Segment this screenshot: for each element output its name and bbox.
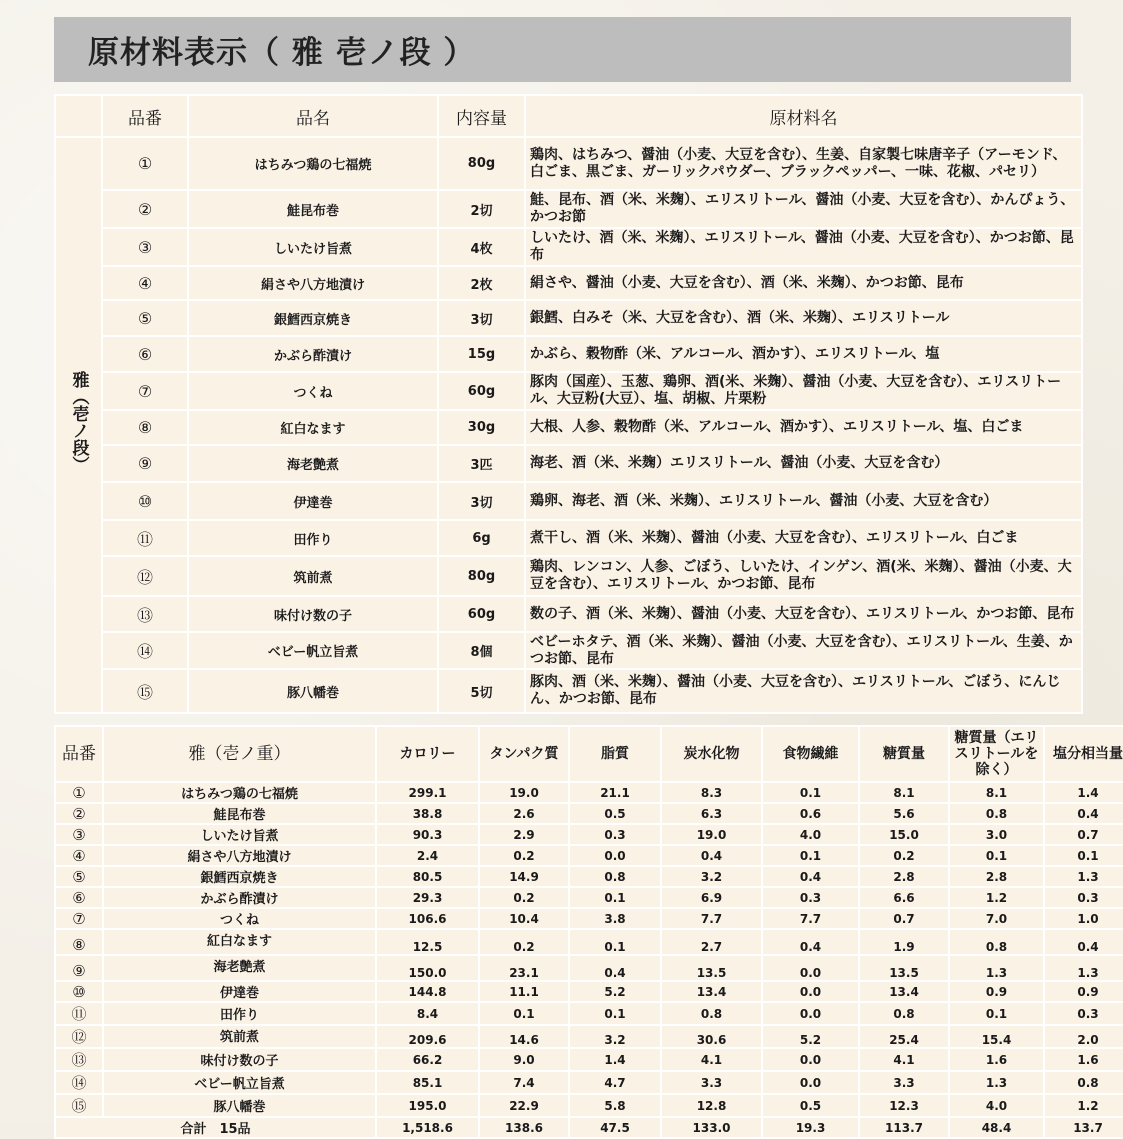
- nutrition-value: 7.4: [479, 1071, 569, 1094]
- nutrition-value: 0.0: [762, 955, 859, 981]
- nutrition-value: 0.0: [569, 845, 661, 866]
- nutrition-item-number: ③: [55, 824, 103, 845]
- nutrition-value: 0.4: [661, 845, 762, 866]
- nutrition-value: 6.3: [661, 803, 762, 824]
- item-quantity: 60g: [438, 372, 525, 410]
- nutrition-row: [55, 803, 1123, 824]
- nutrition-value: 0.1: [1044, 845, 1123, 866]
- nutrition-item-name: 銀鱈西京焼き: [103, 866, 376, 887]
- item-materials: 数の子、酒（米、米麹）、醤油（小麦、大豆を含む）、エリスリトール、かつお節、昆布: [525, 596, 1082, 632]
- nutrition-value: 1.3: [1044, 955, 1123, 981]
- nutrition-value: 0.7: [1044, 824, 1123, 845]
- nutrition-value: 1.6: [1044, 1048, 1123, 1071]
- item-quantity: 3切: [438, 482, 525, 520]
- header-sugar: 糖質量: [859, 726, 949, 782]
- nutrition-item-number: ⑬: [55, 1048, 103, 1071]
- nutrition-value: 0.3: [1044, 1002, 1123, 1025]
- ingredient-row: [55, 336, 1082, 372]
- item-number: ⑪: [102, 520, 188, 556]
- nutrition-value: 9.0: [479, 1048, 569, 1071]
- nutrition-value: 11.1: [479, 981, 569, 1002]
- nutrition-item-number: ④: [55, 845, 103, 866]
- nutrition-value: 3.3: [859, 1071, 949, 1094]
- item-quantity: 15g: [438, 336, 525, 372]
- item-name: 豚八幡巻: [188, 669, 438, 713]
- nutrition-item-name: つくね: [103, 908, 376, 929]
- nutrition-value: 0.3: [569, 824, 661, 845]
- nutrition-item-name: 絹さや八方地漬け: [103, 845, 376, 866]
- header-fat: 脂質: [569, 726, 661, 782]
- ingredient-row: [55, 266, 1082, 300]
- nutrition-row: [55, 981, 1123, 1002]
- nutrition-value: 5.2: [762, 1025, 859, 1048]
- nutrition-item-number: ⑤: [55, 866, 103, 887]
- nutrition-value: 0.1: [569, 1002, 661, 1025]
- nutrition-value: 0.0: [762, 1071, 859, 1094]
- item-materials: 絹さや、醤油（小麦、大豆を含む）、酒（米、米麹）、かつお節、昆布: [525, 266, 1082, 300]
- total-value: 113.7: [859, 1117, 949, 1138]
- nutrition-value: 144.8: [376, 981, 479, 1002]
- item-materials: しいたけ、酒（米、米麹）、エリスリトール、醤油（小麦、大豆を含む）、かつお節、昆布: [525, 228, 1082, 266]
- item-quantity: 4枚: [438, 228, 525, 266]
- nutrition-value: 1.3: [1044, 866, 1123, 887]
- item-materials: かぶら、穀物酢（米、アルコール、酒かす）、エリスリトール、塩: [525, 336, 1082, 372]
- nutrition-value: 0.4: [1044, 929, 1123, 955]
- nutrition-value: 15.4: [949, 1025, 1044, 1048]
- nutrition-value: 13.4: [661, 981, 762, 1002]
- item-quantity: 8個: [438, 632, 525, 669]
- nutrition-item-name: 筑前煮: [103, 1025, 376, 1048]
- item-materials: 銀鱈、白みそ（米、大豆を含む）、酒（米、米麹）、エリスリトール: [525, 300, 1082, 336]
- ingredient-row: [55, 137, 1082, 190]
- nutrition-value: 14.6: [479, 1025, 569, 1048]
- item-number: ①: [102, 137, 188, 190]
- item-name: しいたけ旨煮: [188, 228, 438, 266]
- nutrition-value: 0.2: [479, 845, 569, 866]
- ingredients-header-qty: 内容量: [438, 95, 525, 137]
- item-materials: 豚肉、酒（米、米麹）、醤油（小麦、大豆を含む）、エリスリトール、ごぼう、にんじん、かつお節、昆布: [525, 669, 1082, 713]
- ingredient-row: [55, 445, 1082, 482]
- nutrition-value: 4.7: [569, 1071, 661, 1094]
- nutrition-value: 195.0: [376, 1094, 479, 1117]
- nutrition-value: 5.8: [569, 1094, 661, 1117]
- item-number: ⑫: [102, 556, 188, 596]
- nutrition-value: 0.0: [762, 1048, 859, 1071]
- nutrition-row: [55, 1025, 1123, 1048]
- nutrition-value: 12.8: [661, 1094, 762, 1117]
- ingredient-row: [55, 669, 1082, 713]
- nutrition-value: 90.3: [376, 824, 479, 845]
- nutrition-value: 30.6: [661, 1025, 762, 1048]
- nutrition-value: 7.7: [661, 908, 762, 929]
- nutrition-item-number: ⑫: [55, 1025, 103, 1048]
- nutrition-value: 15.0: [859, 824, 949, 845]
- total-value: 133.0: [661, 1117, 762, 1138]
- ingredient-row: [55, 520, 1082, 556]
- nutrition-value: 0.0: [762, 981, 859, 1002]
- header-fiber: 食物繊維: [762, 726, 859, 782]
- ingredient-row: [55, 410, 1082, 445]
- nutrition-value: 12.5: [376, 929, 479, 955]
- nutrition-item-number: ⑥: [55, 887, 103, 908]
- nutrition-value: 5.2: [569, 981, 661, 1002]
- item-name: 筑前煮: [188, 556, 438, 596]
- nutrition-value: 0.1: [949, 1002, 1044, 1025]
- nutrition-item-name: ベビー帆立旨煮: [103, 1071, 376, 1094]
- nutrition-value: 0.9: [949, 981, 1044, 1002]
- header-protein: タンパク質: [479, 726, 569, 782]
- nutrition-value: 1.6: [949, 1048, 1044, 1071]
- item-materials: 大根、人参、穀物酢（米、アルコール、酒かす）、エリスリトール、塩、白ごま: [525, 410, 1082, 445]
- item-name: つくね: [188, 372, 438, 410]
- nutrition-row: [55, 908, 1123, 929]
- nutrition-value: 2.8: [949, 866, 1044, 887]
- ingredients-header-spacer: [55, 95, 102, 137]
- nutrition-row: [55, 824, 1123, 845]
- nutrition-value: 0.1: [569, 929, 661, 955]
- nutrition-value: 0.4: [762, 866, 859, 887]
- nutrition-value: 13.5: [661, 955, 762, 981]
- nutrition-item-name: はちみつ鶏の七福焼: [103, 782, 376, 803]
- nutrition-value: 1.4: [1044, 782, 1123, 803]
- item-name: ベビー帆立旨煮: [188, 632, 438, 669]
- nutrition-value: 0.0: [762, 1002, 859, 1025]
- nutrition-value: 7.0: [949, 908, 1044, 929]
- category-label: [55, 137, 102, 713]
- nutrition-item-name: 田作り: [103, 1002, 376, 1025]
- nutrition-value: 4.1: [661, 1048, 762, 1071]
- nutrition-value: 0.8: [661, 1002, 762, 1025]
- nutrition-value: 23.1: [479, 955, 569, 981]
- nutrition-value: 14.9: [479, 866, 569, 887]
- nutrition-row: [55, 887, 1123, 908]
- nutrition-value: 299.1: [376, 782, 479, 803]
- item-name: 絹さや八方地漬け: [188, 266, 438, 300]
- total-label: 合計 15品: [55, 1117, 376, 1138]
- nutrition-value: 3.0: [949, 824, 1044, 845]
- item-quantity: 60g: [438, 596, 525, 632]
- item-number: ⑨: [102, 445, 188, 482]
- nutrition-value: 25.4: [859, 1025, 949, 1048]
- nutrition-item-number: ②: [55, 803, 103, 824]
- item-name: 鮭昆布巻: [188, 190, 438, 228]
- nutrition-value: 2.4: [376, 845, 479, 866]
- nutrition-value: 5.6: [859, 803, 949, 824]
- item-name: 海老艶煮: [188, 445, 438, 482]
- nutrition-value: 106.6: [376, 908, 479, 929]
- item-materials: 鮭、昆布、酒（米、米麹）、エリスリトール、醤油（小麦、大豆を含む）、かんぴょう、かつお節: [525, 190, 1082, 228]
- ingredient-row: [55, 190, 1082, 228]
- nutrition-value: 0.4: [762, 929, 859, 955]
- nutrition-item-name: かぶら酢漬け: [103, 887, 376, 908]
- nutrition-value: 0.2: [479, 887, 569, 908]
- nutrition-value: 8.4: [376, 1002, 479, 1025]
- nutrition-item-name: 鮭昆布巻: [103, 803, 376, 824]
- nutrition-item-name: 味付け数の子: [103, 1048, 376, 1071]
- total-value: 13.7: [1044, 1117, 1123, 1138]
- nutrition-total-row: [55, 1117, 1123, 1138]
- total-value: 47.5: [569, 1117, 661, 1138]
- nutrition-value: 1.3: [949, 955, 1044, 981]
- nutrition-value: 0.9: [1044, 981, 1123, 1002]
- item-quantity: 30g: [438, 410, 525, 445]
- nutrition-value: 8.1: [859, 782, 949, 803]
- nutrition-item-name: 豚八幡巻: [103, 1094, 376, 1117]
- nutrition-item-number: ⑦: [55, 908, 103, 929]
- item-number: ⑩: [102, 482, 188, 520]
- nutrition-item-number: ⑩: [55, 981, 103, 1002]
- nutrition-value: 0.5: [762, 1094, 859, 1117]
- nutrition-value: 1.0: [1044, 908, 1123, 929]
- ingredient-row: [55, 632, 1082, 669]
- nutrition-item-name: 紅白なます: [103, 929, 376, 955]
- item-materials: 煮干し、酒（米、米麹）、醤油（小麦、大豆を含む）、エリスリトール、白ごま: [525, 520, 1082, 556]
- item-materials: 鶏肉、レンコン、人参、ごぼう、しいたけ、インゲン、酒(米、米麹）、醤油（小麦、大豆を含む）、エリスリトール、かつお節、昆布: [525, 556, 1082, 596]
- nutrition-value: 8.1: [949, 782, 1044, 803]
- nutrition-item-number: ①: [55, 782, 103, 803]
- nutrition-item-number: ⑧: [55, 929, 103, 955]
- nutrition-value: 0.6: [762, 803, 859, 824]
- nutrition-value: 19.0: [661, 824, 762, 845]
- nutrition-row: [55, 1048, 1123, 1071]
- nutrition-value: 19.0: [479, 782, 569, 803]
- nutrition-value: 13.5: [859, 955, 949, 981]
- nutrition-value: 21.1: [569, 782, 661, 803]
- nutrition-value: 85.1: [376, 1071, 479, 1094]
- nutrition-value: 4.1: [859, 1048, 949, 1071]
- item-materials: 鶏肉、はちみつ、醤油（小麦、大豆を含む）、生姜、自家製七味唐辛子（アーモンド、白ごま、黒ごま、ガーリックパウダー、ブラックペッパー、一味、花椒、パセリ）: [525, 137, 1082, 190]
- nutrition-value: 1.9: [859, 929, 949, 955]
- nutrition-value: 0.2: [479, 929, 569, 955]
- nutrition-value: 2.6: [479, 803, 569, 824]
- nutrition-value: 3.2: [661, 866, 762, 887]
- nutrition-item-name: 伊達巻: [103, 981, 376, 1002]
- nutrition-value: 3.8: [569, 908, 661, 929]
- ingredient-row: [55, 556, 1082, 596]
- nutrition-item-number: ⑭: [55, 1071, 103, 1094]
- item-quantity: 6g: [438, 520, 525, 556]
- nutrition-value: 150.0: [376, 955, 479, 981]
- nutrition-item-name: 海老艶煮: [103, 955, 376, 981]
- ingredients-header-no: 品番: [102, 95, 188, 137]
- ingredient-row: [55, 482, 1082, 520]
- item-name: 味付け数の子: [188, 596, 438, 632]
- nutrition-value: 1.2: [1044, 1094, 1123, 1117]
- item-quantity: 2枚: [438, 266, 525, 300]
- nutrition-value: 2.8: [859, 866, 949, 887]
- nutrition-value: 0.7: [859, 908, 949, 929]
- nutrition-row: [55, 955, 1123, 981]
- header-carbs: 炭水化物: [661, 726, 762, 782]
- nutrition-table: [54, 725, 1123, 1139]
- nutrition-value: 0.4: [569, 955, 661, 981]
- nutrition-value: 80.5: [376, 866, 479, 887]
- item-name: 紅白なます: [188, 410, 438, 445]
- nutrition-row: [55, 866, 1123, 887]
- item-number: ⑭: [102, 632, 188, 669]
- nutrition-item-number: ⑪: [55, 1002, 103, 1025]
- header-dish: 雅（壱ノ重）: [103, 726, 376, 782]
- nutrition-value: 4.0: [949, 1094, 1044, 1117]
- item-materials: 海老、酒（米、米麹）エリスリトール、醤油（小麦、大豆を含む）: [525, 445, 1082, 482]
- nutrition-item-name: しいたけ旨煮: [103, 824, 376, 845]
- nutrition-row: [55, 782, 1123, 803]
- nutrition-row: [55, 929, 1123, 955]
- item-number: ⑬: [102, 596, 188, 632]
- item-name: 銀鱈西京焼き: [188, 300, 438, 336]
- item-quantity: 80g: [438, 137, 525, 190]
- ingredients-table: [54, 94, 1083, 714]
- item-name: はちみつ鶏の七福焼: [188, 137, 438, 190]
- nutrition-value: 12.3: [859, 1094, 949, 1117]
- header-sugar-excl-erythritol: 糖質量（エリスリトールを除く）: [949, 726, 1044, 782]
- nutrition-value: 0.1: [762, 845, 859, 866]
- header-calories: カロリー: [376, 726, 479, 782]
- page-title: 原材料表示（ 雅 壱ノ段 ）: [54, 17, 1071, 82]
- nutrition-value: 0.8: [569, 866, 661, 887]
- ingredients-header-materials: 原材料名: [525, 95, 1082, 137]
- item-number: ③: [102, 228, 188, 266]
- nutrition-value: 2.7: [661, 929, 762, 955]
- nutrition-value: 0.8: [859, 1002, 949, 1025]
- nutrition-value: 8.3: [661, 782, 762, 803]
- nutrition-value: 0.2: [859, 845, 949, 866]
- nutrition-value: 3.2: [569, 1025, 661, 1048]
- nutrition-value: 38.8: [376, 803, 479, 824]
- item-name: 田作り: [188, 520, 438, 556]
- nutrition-row: [55, 1002, 1123, 1025]
- nutrition-value: 209.6: [376, 1025, 479, 1048]
- total-value: 138.6: [479, 1117, 569, 1138]
- item-number: ⑥: [102, 336, 188, 372]
- item-quantity: 80g: [438, 556, 525, 596]
- item-quantity: 2切: [438, 190, 525, 228]
- item-number: ⑤: [102, 300, 188, 336]
- nutrition-value: 1.3: [949, 1071, 1044, 1094]
- nutrition-value: 0.3: [762, 887, 859, 908]
- item-quantity: 3匹: [438, 445, 525, 482]
- nutrition-value: 0.8: [1044, 1071, 1123, 1094]
- header-no: 品番: [55, 726, 103, 782]
- item-quantity: 5切: [438, 669, 525, 713]
- nutrition-row: [55, 1071, 1123, 1094]
- nutrition-value: 0.3: [1044, 887, 1123, 908]
- item-number: ⑮: [102, 669, 188, 713]
- nutrition-value: 10.4: [479, 908, 569, 929]
- item-materials: 鶏卵、海老、酒（米、米麹）、エリスリトール、醤油（小麦、大豆を含む）: [525, 482, 1082, 520]
- nutrition-value: 0.8: [949, 929, 1044, 955]
- nutrition-value: 13.4: [859, 981, 949, 1002]
- nutrition-value: 6.9: [661, 887, 762, 908]
- nutrition-value: 0.4: [1044, 803, 1123, 824]
- item-number: ④: [102, 266, 188, 300]
- total-value: 1,518.6: [376, 1117, 479, 1138]
- ingredient-row: [55, 596, 1082, 632]
- header-salt: 塩分相当量: [1044, 726, 1123, 782]
- ingredient-row: [55, 372, 1082, 410]
- nutrition-value: 0.1: [569, 887, 661, 908]
- nutrition-value: 2.9: [479, 824, 569, 845]
- nutrition-value: 0.1: [479, 1002, 569, 1025]
- total-value: 48.4: [949, 1117, 1044, 1138]
- nutrition-value: 29.3: [376, 887, 479, 908]
- nutrition-value: 0.5: [569, 803, 661, 824]
- nutrition-value: 7.7: [762, 908, 859, 929]
- nutrition-value: 1.2: [949, 887, 1044, 908]
- item-number: ②: [102, 190, 188, 228]
- nutrition-value: 1.4: [569, 1048, 661, 1071]
- nutrition-item-number: ⑨: [55, 955, 103, 981]
- item-name: 伊達巻: [188, 482, 438, 520]
- nutrition-value: 6.6: [859, 887, 949, 908]
- item-number: ⑧: [102, 410, 188, 445]
- item-materials: ベビーホタテ、酒（米、米麹）、醤油（小麦、大豆を含む）、エリスリトール、生姜、かつお節、昆布: [525, 632, 1082, 669]
- item-materials: 豚肉（国産）、玉葱、鶏卵、酒(米、米麹）、醤油（小麦、大豆を含む）、エリスリトール、大豆粉(大豆）、塩、胡椒、片栗粉: [525, 372, 1082, 410]
- nutrition-value: 2.0: [1044, 1025, 1123, 1048]
- nutrition-row: [55, 1094, 1123, 1117]
- nutrition-value: 0.1: [949, 845, 1044, 866]
- ingredients-header-name: 品名: [188, 95, 438, 137]
- ingredient-row: [55, 300, 1082, 336]
- nutrition-value: 0.8: [949, 803, 1044, 824]
- total-value: 19.3: [762, 1117, 859, 1138]
- ingredient-row: [55, 228, 1082, 266]
- nutrition-row: [55, 845, 1123, 866]
- nutrition-item-number: ⑮: [55, 1094, 103, 1117]
- nutrition-value: 4.0: [762, 824, 859, 845]
- nutrition-value: 0.1: [762, 782, 859, 803]
- item-name: かぶら酢漬け: [188, 336, 438, 372]
- nutrition-value: 22.9: [479, 1094, 569, 1117]
- category-label-text: 雅（壱ノ段）: [68, 371, 89, 473]
- item-quantity: 3切: [438, 300, 525, 336]
- nutrition-value: 3.3: [661, 1071, 762, 1094]
- item-number: ⑦: [102, 372, 188, 410]
- nutrition-value: 66.2: [376, 1048, 479, 1071]
